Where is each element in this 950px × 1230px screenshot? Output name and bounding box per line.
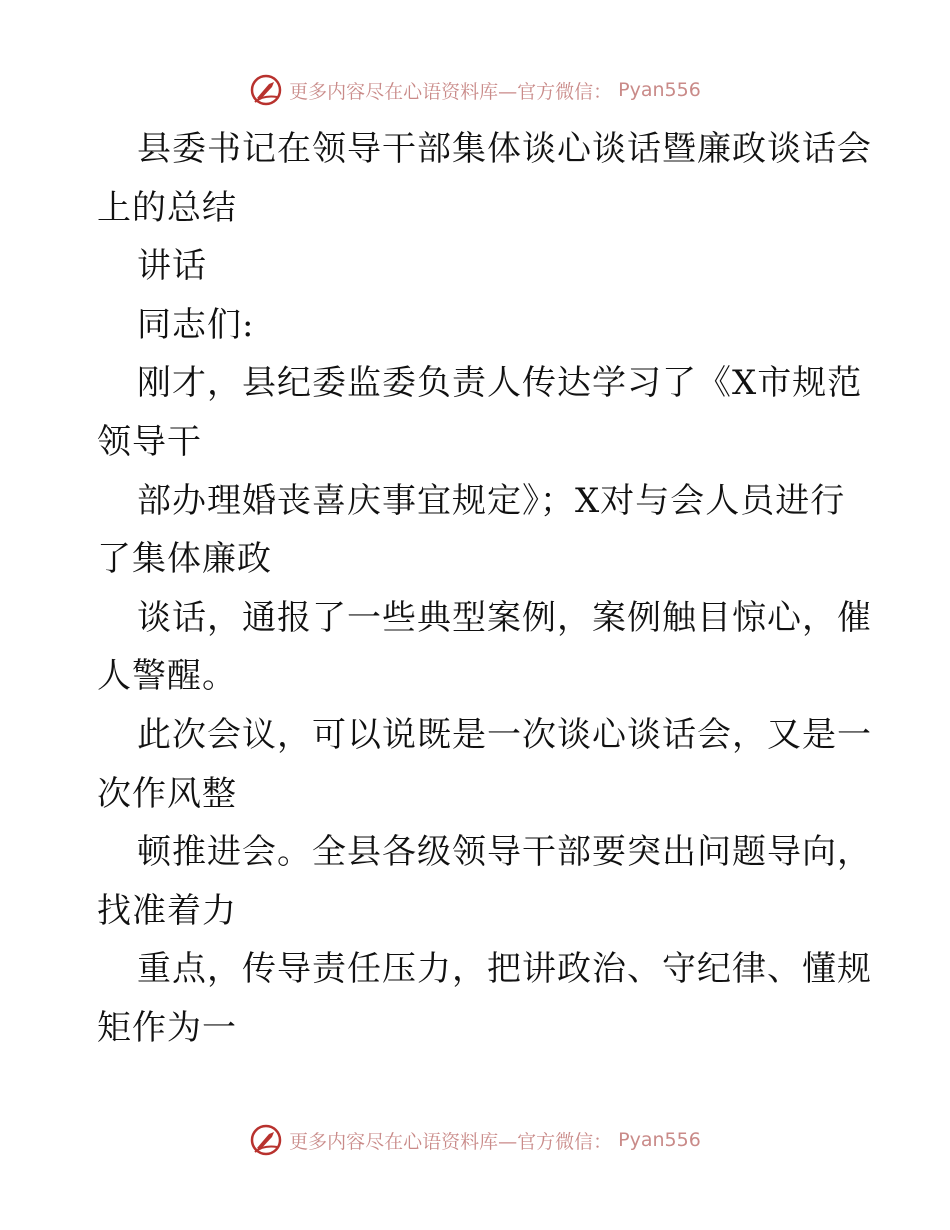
title-line-2: 上的总结	[97, 187, 237, 228]
paragraph-line: 领导干	[97, 421, 202, 462]
title-line-3: 讲话	[137, 246, 207, 287]
paragraph-line: 谈话，通报了一些典型案例，案例触目惊心，催	[137, 597, 872, 638]
document-body	[97, 120, 872, 1058]
pen-nib-logo-icon	[249, 1123, 283, 1157]
paragraph-line: 矩作为一	[97, 1007, 237, 1048]
footer-banner-handle: Pyan556	[618, 1129, 701, 1151]
salutation: 同志们:	[137, 304, 255, 345]
paragraph-line: 次作风整	[97, 773, 237, 814]
header-banner-text: 更多内容尽在心语资料库—官方微信：	[289, 80, 613, 103]
paragraph-line: 顿推进会。全县各级领导干部要突出问题导向，	[137, 832, 872, 873]
paragraph-line: 人警醒。	[97, 656, 237, 697]
paragraph-line: 刚才，县纪委监委负责人传达学习了《X市规范	[137, 363, 863, 404]
pen-nib-logo-icon	[249, 73, 283, 107]
header-banner	[0, 70, 950, 110]
paragraph-line: 了集体廉政	[97, 539, 272, 580]
header-banner-handle: Pyan556	[618, 79, 701, 101]
paragraph-line: 此次会议，可以说既是一次谈心谈话会，又是一	[137, 714, 872, 755]
footer-banner-text: 更多内容尽在心语资料库—官方微信：	[289, 1130, 613, 1153]
title-line-1: 县委书记在领导干部集体谈心谈话暨廉政谈话会	[137, 129, 872, 169]
footer-banner	[0, 1120, 950, 1160]
paragraph-line: 部办理婚丧喜庆事宜规定》；X对与会人员进行	[137, 480, 846, 521]
paragraph-line: 找准着力	[97, 890, 237, 931]
paragraph-line: 重点，传导责任压力，把讲政治、守纪律、懂规	[137, 949, 872, 990]
